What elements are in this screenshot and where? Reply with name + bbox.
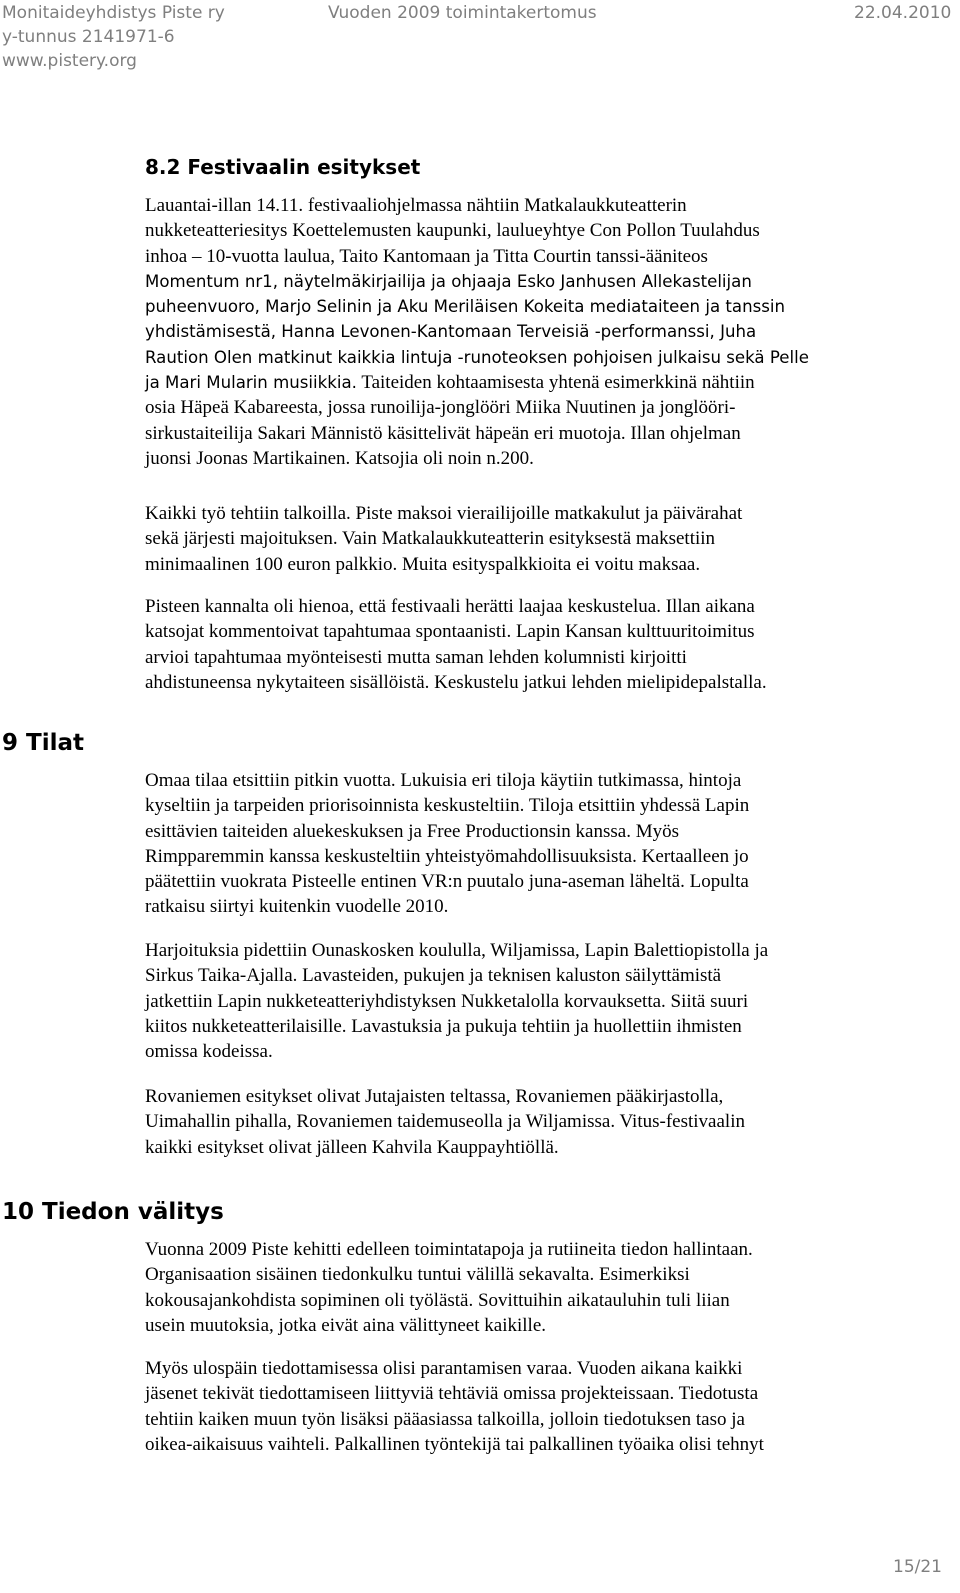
text-line: minimaalinen 100 euron palkkio. Muita esityspalkkioita ei voitu maksaa. — [145, 553, 701, 575]
text-line: osia Häpeä Kabareesta, jossa runoilija-jonglööri Miika Nuutinen ja jonglööri- — [145, 397, 736, 419]
section-heading-9: 9 Tilat — [2, 730, 84, 756]
header-report-title: Vuoden 2009 toimintakertomus — [328, 3, 597, 23]
text-line: kaikki esitykset olivat jälleen Kahvila Kauppayhtiöllä. — [145, 1136, 559, 1158]
text-line: Kaikki työ tehtiin talkoilla. Piste maksoi vierailijoille matkakulut ja päivärahat — [145, 503, 743, 524]
text-line: Myös ulospäin tiedottamisessa olisi parantamisen varaa. Vuoden aikana kaikki — [145, 1358, 743, 1379]
text-line: puheenvuoro, Marjo Selinin ja Aku Meriläisen Kokeita mediataiteen ja tanssin — [145, 297, 786, 317]
text-fragment: ja Mari Mularin musiikkia. — [145, 373, 357, 393]
section-8-2-paragraph-3 — [145, 594, 957, 695]
section-8-2-paragraph-2 — [145, 501, 957, 577]
text-line: Vuonna 2009 Piste kehitti edelleen toimintatapoja ja rutiineita tiedon hallintaan. — [145, 1239, 753, 1260]
text-line: sekä järjesti majoituksen. Vain Matkalaukkuteatterin esityksestä maksettiin — [145, 528, 716, 550]
text-line: Sirkus Taika-Ajalla. Lavasteiden, pukujen ja teknisen kaluston säilyttämistä — [145, 965, 722, 987]
text-line: Uimahallin pihalla, Rovaniemen taidemuseolla ja Wiljamissa. Vitus-festivaalin — [145, 1111, 745, 1133]
text-line: inhoa – 10-vuotta laulua, Taito Kantomaan ja Titta Courtin tanssi-ääniteos — [145, 245, 708, 267]
section-8-2-paragraph-1 — [145, 193, 957, 471]
text-line-mixed — [145, 370, 957, 395]
text-line: tehtiin kaiken muun työn lisäksi pääasiassa talkoilla, jolloin tiedotuksen taso ja — [145, 1408, 745, 1430]
page-number: 15/21 — [893, 1557, 942, 1577]
text-line: jäsenet tekivät tiedottamiseen liittyviä tehtäviä omissa projekteissaan. Tiedotusta — [145, 1383, 759, 1405]
text-fragment: Taiteiden kohtaamisesta yhtenä esimerkkinä nähtiin — [356, 372, 755, 394]
text-line: esittävien taiteiden aluekeskuksen ja Free Productionsin kanssa. Myös — [145, 820, 679, 842]
text-line: Pisteen kannalta oli hienoa, että festivaali herätti laajaa keskustelua. Illan aikana — [145, 596, 755, 617]
header-business-id: y-tunnus 2141971-6 — [2, 27, 175, 47]
text-line: Lauantai-illan 14.11. festivaaliohjelmassa nähtiin Matkalaukkuteatterin — [145, 195, 687, 216]
section-10-paragraph-2 — [145, 1356, 957, 1457]
text-line: katsojat kommentoivat tapahtumaa spontaanisti. Lapin Kansan kulttuuritoimitus — [145, 621, 755, 643]
text-line: Momentum nr1, näytelmäkirjailija ja ohjaaja Esko Janhusen Allekastelijan — [145, 271, 752, 291]
header-website[interactable]: www.pistery.org — [2, 51, 137, 71]
text-line: ahdistuneensa nykytaiteen sisällöistä. Keskustelu jatkui lehden mielipidepalstalla. — [145, 671, 767, 693]
section-heading-10: 10 Tiedon välitys — [2, 1199, 224, 1225]
text-line: kiitos nukketeatterilaisille. Lavastuksia ja pukuja tehtiin ja huollettiin ihmisten — [145, 1015, 742, 1037]
header-org: Monitaideyhdistys Piste ry — [2, 3, 225, 23]
section-9-paragraph-1 — [145, 768, 957, 920]
section-9-paragraph-2 — [145, 938, 957, 1064]
text-line: omissa kodeissa. — [145, 1041, 273, 1063]
section-9-paragraph-3 — [145, 1084, 957, 1160]
text-line: yhdistämisestä, Hanna Levonen-Kantomaan Terveisiä -performanssi, Juha — [145, 322, 757, 342]
text-line: usein muutoksia, jotka eivät aina välittyneet kaikille. — [145, 1314, 547, 1336]
text-line: kyseltiin ja tarpeiden priorisoinnista keskusteltiin. Tiloja etsittiin yhdessä Lapin — [145, 795, 750, 817]
text-line: oikea-aikaisuus vaihteli. Palkallinen työntekijä tai palkallinen työaika olisi tehnyt — [145, 1433, 764, 1455]
text-line: Rimpparemmin kanssa keskusteltiin yhteistyömahdollisuuksista. Kertaalleen jo — [145, 845, 749, 867]
text-line: jatkettiin Lapin nukketeatteriyhdistyksen Nukketalolla korvauksetta. Siitä suuri — [145, 990, 749, 1012]
text-line: Raution Olen matkinut kaikkia lintuja -runoteoksen pohjoisen julkaisu sekä Pelle — [145, 347, 809, 367]
text-line: päätettiin vuokrata Pisteelle entinen VR:n puutalo juna-aseman läheltä. Lopulta — [145, 871, 749, 893]
text-line: Omaa tilaa etsittiin pitkin vuotta. Lukuisia eri tiloja käytiin tutkimassa, hintoja — [145, 770, 742, 791]
text-line: Rovaniemen esitykset olivat Jutajaisten teltassa, Rovaniemen pääkirjastolla, — [145, 1086, 724, 1107]
text-line: Harjoituksia pidettiin Ounaskosken koululla, Wiljamissa, Lapin Balettiopistolla ja — [145, 940, 769, 961]
text-line: Organisaation sisäinen tiedonkulku tuntui välillä sekavalta. Esimerkiksi — [145, 1264, 690, 1286]
section-10-paragraph-1 — [145, 1237, 957, 1338]
section-heading-8-2: 8.2 Festivaalin esitykset — [145, 155, 421, 179]
text-line: arvioi tapahtumaa myönteisesti mutta saman lehden kolumnisti kirjoitti — [145, 646, 687, 668]
header-date: 22.04.2010 — [854, 3, 952, 23]
text-line: kokousajankohdista sopiminen oli työlästä. Sovittuihin aikatauluhin tuli liian — [145, 1289, 730, 1311]
text-line: sirkustaiteilija Sakari Männistö käsittelivät häpeän eri muotoja. Illan ohjelman — [145, 422, 741, 444]
text-line: ratkaisu siirtyi kuitenkin vuodelle 2010. — [145, 896, 449, 918]
text-line: juonsi Joonas Martikainen. Katsojia oli noin n.200. — [145, 447, 534, 469]
text-line: nukketeatteriesitys Koettelemusten kaupunki, laulueyhtye Con Pollon Tuulahdus — [145, 220, 760, 242]
